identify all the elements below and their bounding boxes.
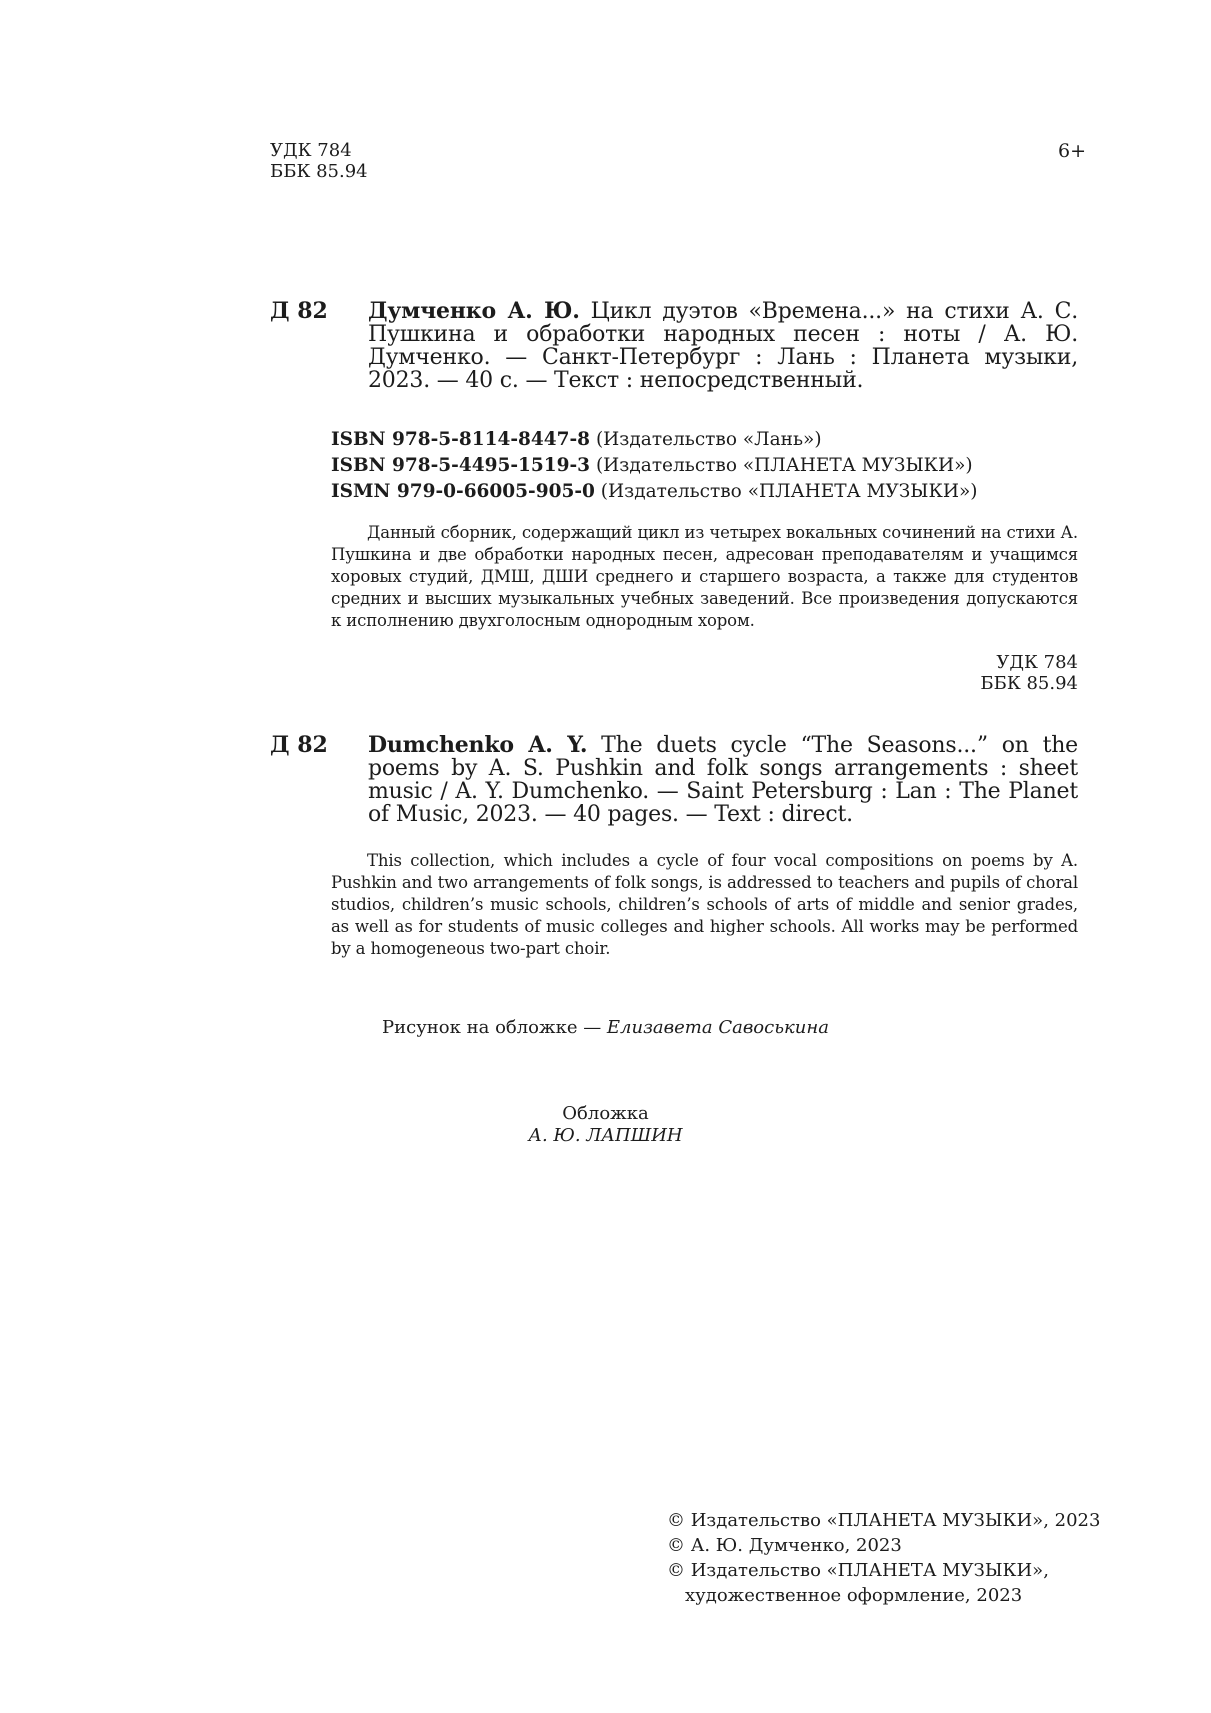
- cover-artist: Елизавета Савоськина: [606, 1017, 829, 1038]
- copyright-line: © А. Ю. Думченко, 2023: [667, 1535, 902, 1556]
- isbn-number: ISBN 978-5-4495-1519-3: [331, 455, 591, 476]
- english-abstract: This collection, which includes a cycle of four vocal compositions on poems by A. Pushkin and two arrangements of folk songs, is addressed to teachers and pupils of choral studios, children’s music schools, children’s schools of arts of middle and senior grades, as well as for students of music colleges and higher schools. All works may be performed by a homogeneous two-part choir.: [331, 851, 1078, 958]
- catalog-text: Цикл дуэтов «Времена...» на стихи А. С. Пушкина и обработки народных песен : ноты / А. Ю. Думченко. — Санкт-Петербург : Лань : Планета музыки, 2023. — 40 с. — Текст : непосредственный.: [368, 299, 1078, 393]
- author-name: Dumchenko A. Y.: [368, 732, 588, 758]
- isbn-row: [331, 479, 978, 505]
- russian-catalog-entry: [270, 300, 1078, 392]
- isbn-publisher: (Издательство «ПЛАНЕТА МУЗЫКИ»): [600, 481, 978, 502]
- cover-label: Обложка: [562, 1103, 649, 1124]
- bbk-code: ББК 85.94: [270, 161, 368, 182]
- russian-abstract: Данный сборник, содержащий цикл из четырех вокальных сочинений на стихи А. Пушкина и две обработки народных песен, адресован преподавателям и учащимся хоровых студий, ДМШ, ДШИ среднего и старшего возраста, а также для студентов средних и высших музыкальных учебных заведений. Все произведения допускаются к исполнению двухголосным однородным хором.: [331, 523, 1078, 630]
- bbk-code: ББК 85.94: [980, 673, 1078, 694]
- catalog-text: The duets cycle “The Seasons...” on the poems by A. S. Pushkin and folk songs arrangements : sheet music / A. Y. Dumchenko. — Saint Petersburg : Lan : The Planet of Music, 2023. — 40 pages. — Text : direct.: [368, 733, 1078, 827]
- copyright-line: © Издательство «ПЛАНЕТА МУЗЫКИ»,: [667, 1560, 1049, 1581]
- cover-designer: [0, 1125, 1211, 1147]
- age-rating: 6+: [1058, 140, 1087, 162]
- isbn-row: [331, 427, 978, 453]
- ismn-number: ISMN 979-0-66005-905-0: [331, 481, 595, 502]
- isbn-list: [331, 427, 978, 505]
- author-mark: Д 82: [270, 298, 328, 324]
- copyright-line: художественное оформление, 2023: [685, 1585, 1023, 1606]
- english-catalog-entry: [270, 734, 1078, 826]
- cover-art-label: Рисунок на обложке —: [382, 1017, 607, 1038]
- udk-bbk-header: [270, 140, 368, 182]
- udk-bbk-right: [980, 652, 1078, 694]
- isbn-number: ISBN 978-5-8114-8447-8: [331, 429, 591, 450]
- author-mark: Д 82: [270, 732, 328, 758]
- cover-designer-name: А. Ю. ЛАПШИН: [528, 1125, 683, 1146]
- isbn-publisher: (Издательство «ПЛАНЕТА МУЗЫКИ»): [595, 455, 973, 476]
- copyright-line: © Издательство «ПЛАНЕТА МУЗЫКИ», 2023: [667, 1510, 1101, 1531]
- catalog-description: [368, 300, 1078, 392]
- udk-code: УДК 784: [270, 140, 352, 161]
- copyright-block: [667, 1508, 1100, 1608]
- isbn-publisher: (Издательство «Лань»): [595, 429, 822, 450]
- cover-art-credit: [0, 1017, 1211, 1039]
- isbn-row: [331, 453, 978, 479]
- cover-credit: [0, 1103, 1211, 1147]
- author-name: Думченко А. Ю.: [368, 298, 580, 324]
- catalog-description: [368, 734, 1078, 826]
- udk-code: УДК 784: [996, 652, 1078, 673]
